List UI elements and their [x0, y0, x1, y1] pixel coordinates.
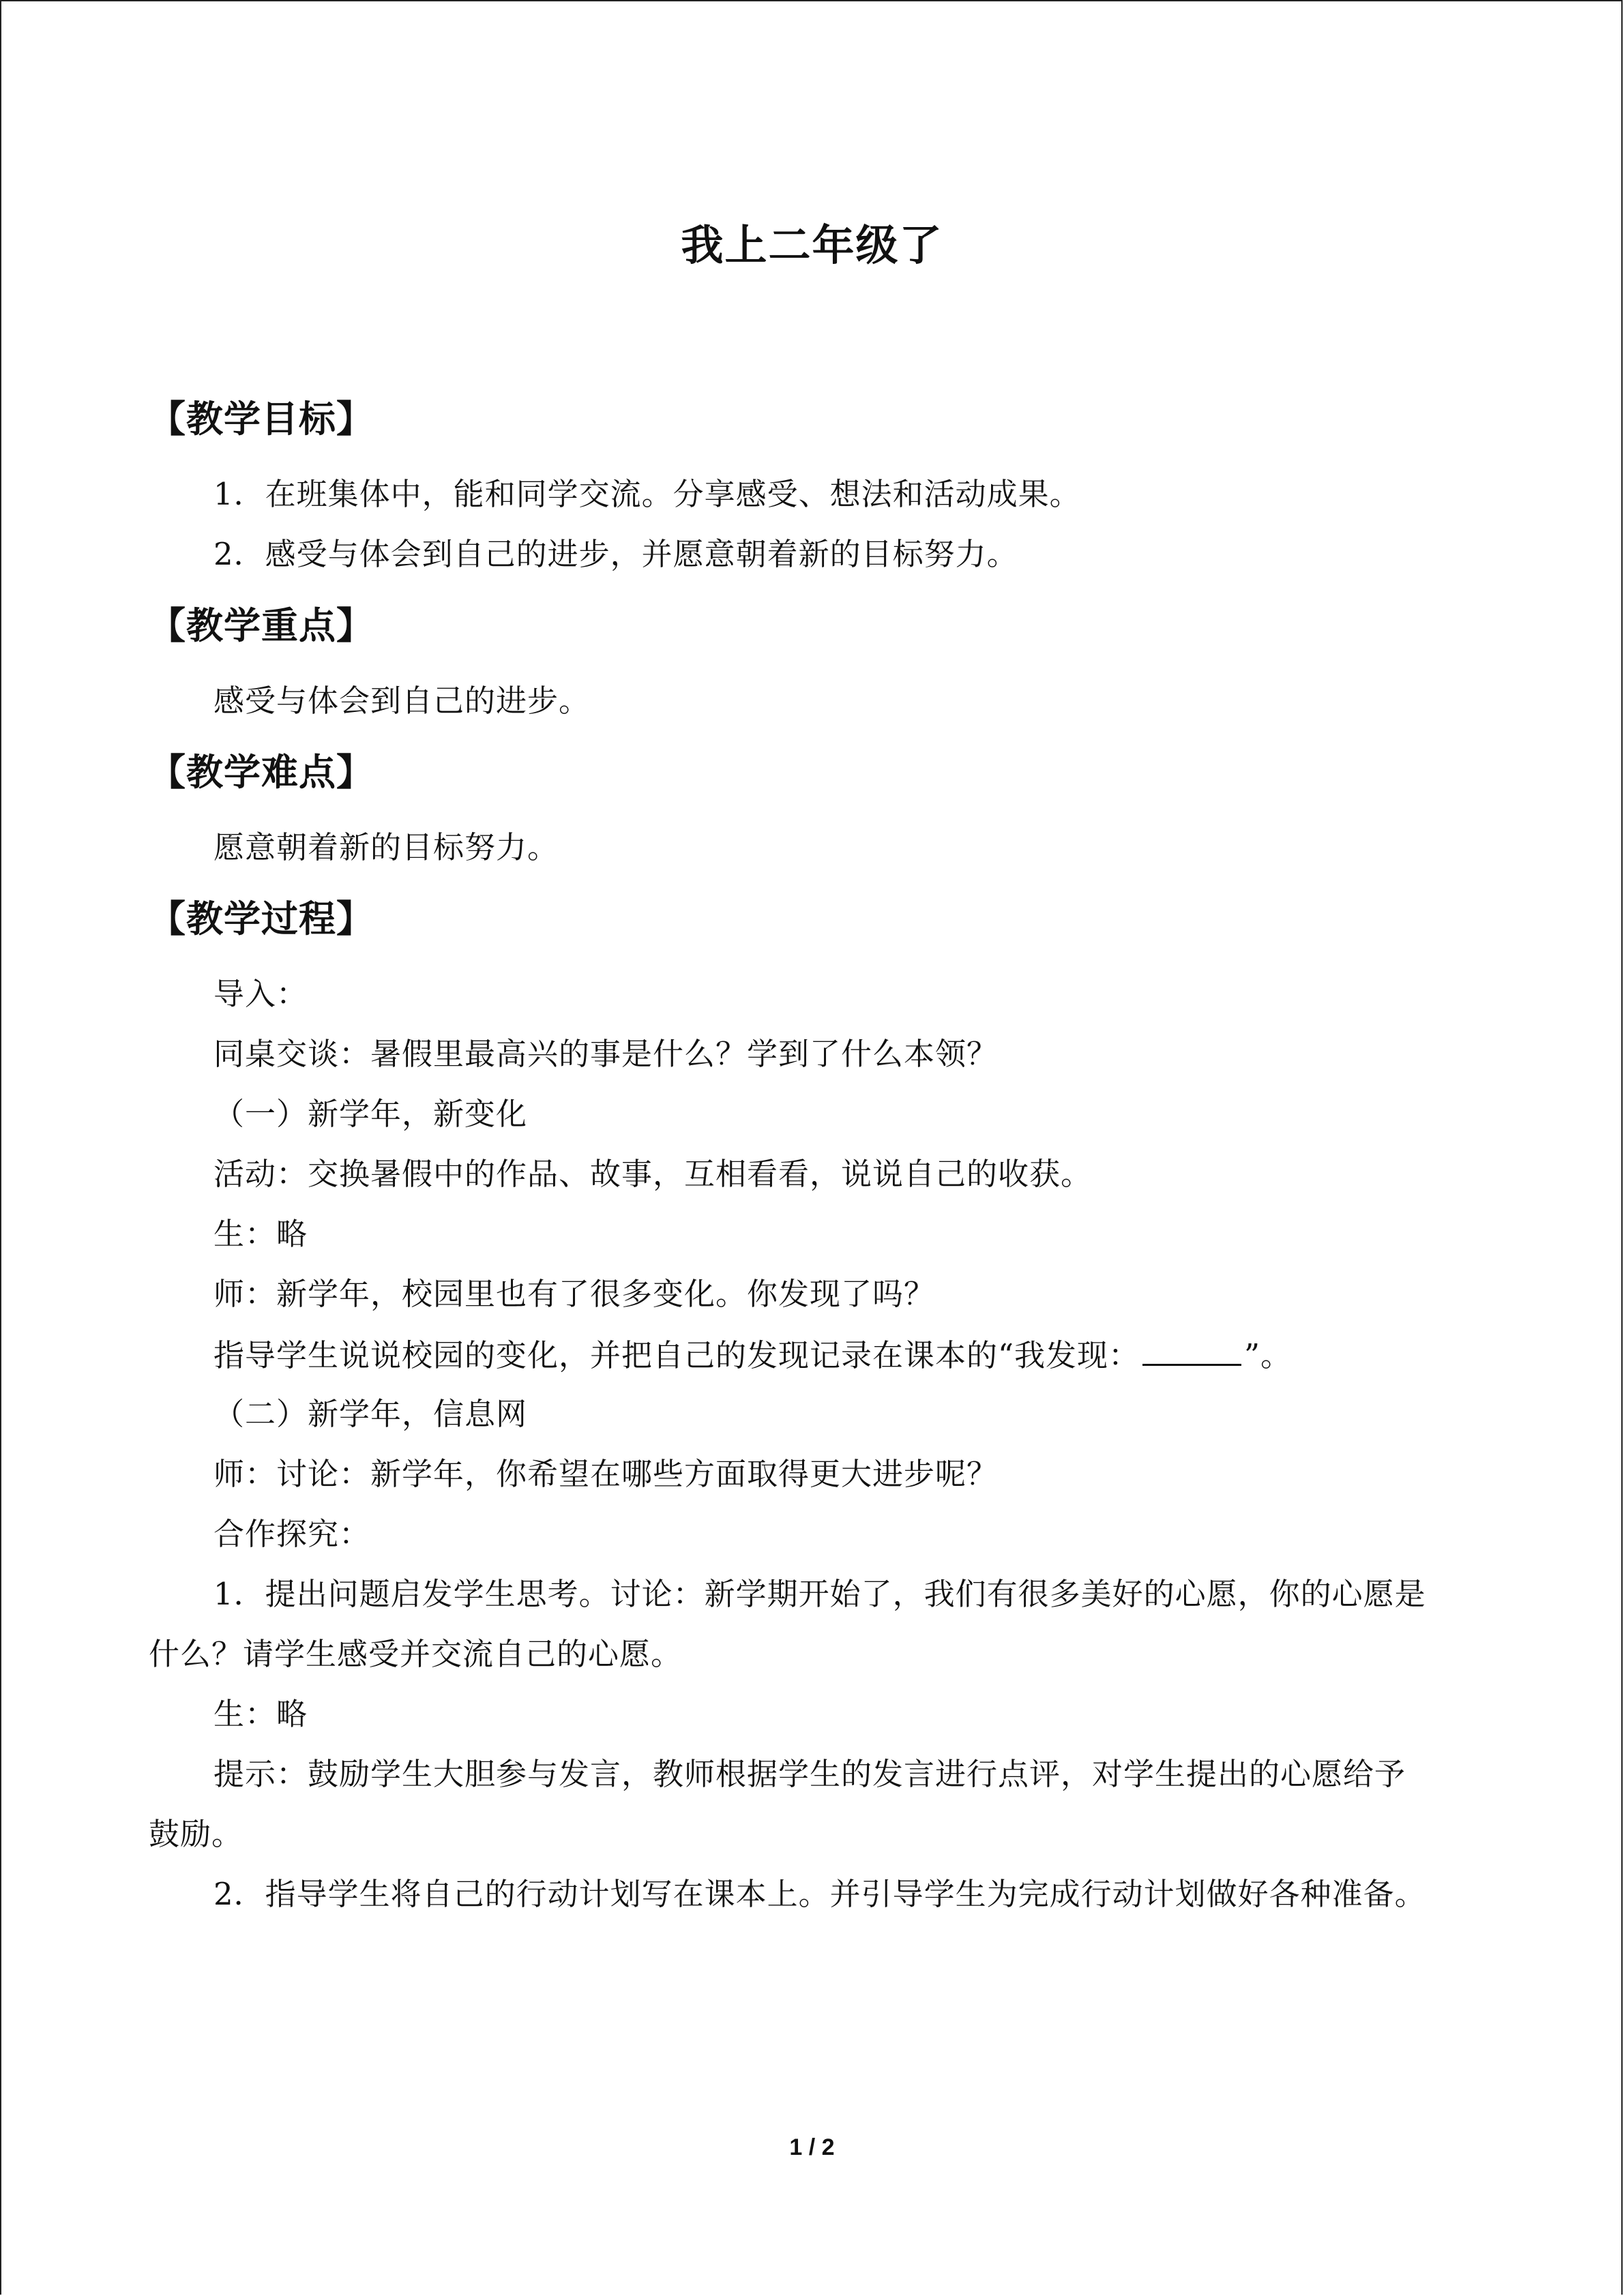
- heading-process: 【教学过程】: [149, 897, 374, 940]
- objective-item: 1．在班集体中，能和同学交流。分享感受、想法和活动成果。: [213, 476, 1081, 512]
- process-line: 同桌交谈：暑假里最高兴的事是什么？学到了什么本领？: [213, 1036, 999, 1072]
- process-line: 生：略: [213, 1696, 308, 1732]
- process-line: 导入：: [213, 976, 308, 1012]
- guide-text-before: 指导学生说说校园的变化，并把自己的发现记录在课本的“我发现：: [213, 1337, 1140, 1373]
- heading-key-points: 【教学重点】: [149, 603, 374, 647]
- process-guide-line: [213, 1334, 1292, 1376]
- process-line: 师：讨论：新学年，你希望在哪些方面取得更大进步呢？: [213, 1456, 999, 1492]
- process-line: 鼓励。: [149, 1816, 243, 1852]
- process-line: 2．指导学生将自己的行动计划写在课本上。并引导学生为完成行动计划做好各种准备。: [213, 1876, 1426, 1912]
- process-line: 1．提出问题启发学生思考。讨论：新学期开始了，我们有很多美好的心愿，你的心愿是: [213, 1576, 1426, 1612]
- page-number: 1 / 2: [789, 2134, 835, 2160]
- process-line: 合作探究：: [213, 1516, 371, 1552]
- process-line: 活动：交换暑假中的作品、故事，互相看看，说说自己的收获。: [213, 1156, 1093, 1192]
- heading-difficulties: 【教学难点】: [149, 750, 374, 794]
- page-title: 我上二年级了: [681, 220, 943, 270]
- key-points-text: 感受与体会到自己的进步。: [213, 683, 591, 719]
- process-line: 师：新学年，校园里也有了很多变化。你发现了吗？: [213, 1276, 936, 1312]
- process-line: 生：略: [213, 1216, 308, 1252]
- process-line: （一）新学年，新变化: [213, 1096, 528, 1132]
- objective-item: 2．感受与体会到自己的进步，并愿意朝着新的目标努力。: [213, 536, 1018, 572]
- fill-in-blank: [1142, 1334, 1241, 1366]
- process-line: 提示：鼓励学生大胆参与发言，教师根据学生的发言进行点评，对学生提出的心愿给予: [213, 1756, 1406, 1792]
- heading-objectives: 【教学目标】: [149, 397, 374, 441]
- process-line: （二）新学年，信息网: [213, 1396, 528, 1432]
- difficulties-text: 愿意朝着新的目标努力。: [213, 829, 559, 865]
- process-line: 什么？请学生感受并交流自己的心愿。: [149, 1636, 683, 1672]
- guide-text-after: ”。: [1244, 1337, 1293, 1373]
